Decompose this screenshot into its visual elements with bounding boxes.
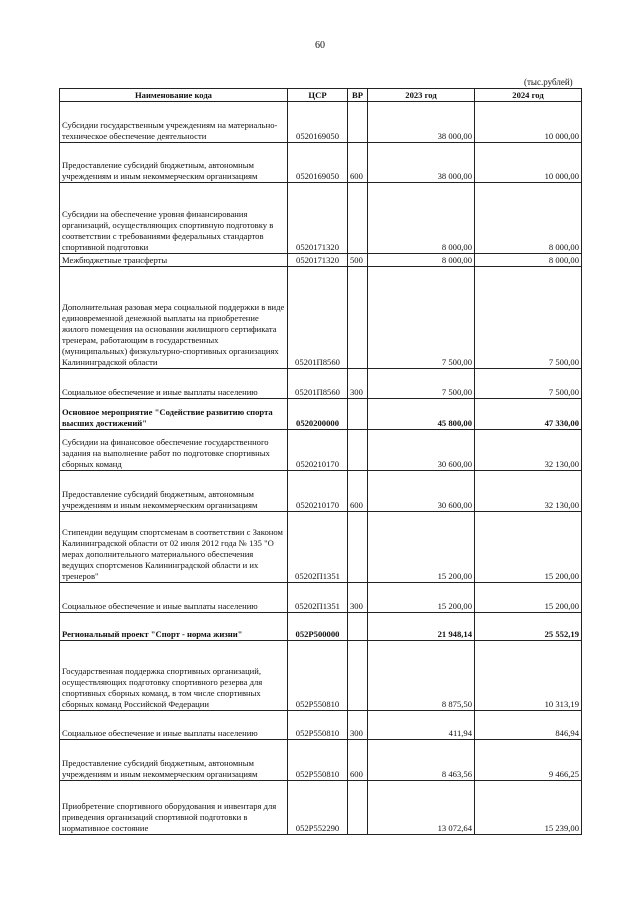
cell-vr: 300 <box>348 369 368 399</box>
cell-vr: 600 <box>348 471 368 512</box>
table-body <box>60 102 582 835</box>
cell-2024: 846,94 <box>475 711 582 740</box>
table-row <box>60 143 582 183</box>
table-row <box>60 781 582 835</box>
table-row <box>60 183 582 254</box>
cell-csr: 052Р550810 <box>288 740 348 781</box>
cell-name: Предоставление субсидий бюджетным, автономным учреждениям и иным некоммерческим организациям <box>60 143 288 183</box>
cell-2024: 8 000,00 <box>475 254 582 267</box>
table-row <box>60 254 582 267</box>
cell-csr: 052Р550810 <box>288 641 348 711</box>
cell-csr: 0520171320 <box>288 183 348 254</box>
table-header-row <box>60 89 582 102</box>
table-row <box>60 369 582 399</box>
cell-2024: 32 130,00 <box>475 471 582 512</box>
header-name: Наименование кода <box>60 89 288 102</box>
cell-2024: 10 000,00 <box>475 102 582 143</box>
cell-name: Основное мероприятие "Содействие развитию спорта высших достижений" <box>60 399 288 430</box>
cell-name: Социальное обеспечение и иные выплаты населению <box>60 711 288 740</box>
cell-2024: 15 200,00 <box>475 583 582 613</box>
cell-name: Предоставление субсидий бюджетным, автономным учреждениям и иным некоммерческим организациям <box>60 471 288 512</box>
cell-2023: 8 463,56 <box>368 740 475 781</box>
cell-csr: 052Р500000 <box>288 613 348 641</box>
cell-2024: 7 500,00 <box>475 267 582 369</box>
cell-2023: 8 000,00 <box>368 254 475 267</box>
cell-2023: 8 000,00 <box>368 183 475 254</box>
header-csr: ЦСР <box>288 89 348 102</box>
header-2024: 2024 год <box>475 89 582 102</box>
cell-2023: 15 200,00 <box>368 512 475 583</box>
table-row <box>60 430 582 471</box>
cell-2024: 9 466,25 <box>475 740 582 781</box>
cell-2023: 30 600,00 <box>368 471 475 512</box>
cell-2023: 411,94 <box>368 711 475 740</box>
cell-2023: 7 500,00 <box>368 369 475 399</box>
cell-csr: 0520169050 <box>288 102 348 143</box>
cell-vr: 500 <box>348 254 368 267</box>
cell-name: Субсидии государственным учреждениям на материально-техническое обеспечение деятельности <box>60 102 288 143</box>
cell-name: Субсидии на финансовое обеспечение государственного задания на выполнение работ по подготовке спортивных сборных команд <box>60 430 288 471</box>
table-row <box>60 399 582 430</box>
table-row <box>60 711 582 740</box>
cell-vr <box>348 267 368 369</box>
cell-vr <box>348 183 368 254</box>
cell-vr: 300 <box>348 711 368 740</box>
cell-name: Дополнительная разовая мера социальной поддержки в виде единовременной денежной выплаты на приобретение жилого помещения на основании жилищного сертификата тренерам, работающим в государственных (муниципальных) физкультурно-спортивных организациях Калининградской области <box>60 267 288 369</box>
table-row <box>60 102 582 143</box>
cell-name: Региональный проект "Спорт - норма жизни" <box>60 613 288 641</box>
cell-2023: 15 200,00 <box>368 583 475 613</box>
cell-csr: 0520169050 <box>288 143 348 183</box>
budget-table <box>59 88 582 835</box>
cell-name: Стипендии ведущим спортсменам в соответствии с Законом Калининградской области от 02 июля 2012 года № 135 "О мерах дополнительного материального обеспечения ведущих спортсменов Калининградской области и их тренеров" <box>60 512 288 583</box>
cell-csr: 0520200000 <box>288 399 348 430</box>
cell-2024: 10 000,00 <box>475 143 582 183</box>
cell-2024: 10 313,19 <box>475 641 582 711</box>
cell-vr: 300 <box>348 583 368 613</box>
cell-vr <box>348 399 368 430</box>
cell-csr: 0520210170 <box>288 430 348 471</box>
units-label: (тыс.рублей) <box>524 77 573 87</box>
cell-name: Межбюджетные трансферты <box>60 254 288 267</box>
cell-vr <box>348 641 368 711</box>
cell-csr: 0520171320 <box>288 254 348 267</box>
cell-vr <box>348 613 368 641</box>
cell-2023: 38 000,00 <box>368 102 475 143</box>
cell-2023: 13 072,64 <box>368 781 475 835</box>
cell-2023: 21 948,14 <box>368 613 475 641</box>
cell-name: Социальное обеспечение и иные выплаты населению <box>60 583 288 613</box>
cell-2023: 8 875,50 <box>368 641 475 711</box>
cell-2024: 7 500,00 <box>475 369 582 399</box>
cell-vr <box>348 781 368 835</box>
table-row <box>60 267 582 369</box>
header-2023: 2023 год <box>368 89 475 102</box>
cell-vr: 600 <box>348 143 368 183</box>
table-row <box>60 583 582 613</box>
cell-name: Социальное обеспечение и иные выплаты населению <box>60 369 288 399</box>
header-vr: ВР <box>348 89 368 102</box>
cell-2024: 15 239,00 <box>475 781 582 835</box>
cell-2024: 47 330,00 <box>475 399 582 430</box>
cell-csr: 052Р552290 <box>288 781 348 835</box>
cell-vr <box>348 512 368 583</box>
table-row <box>60 512 582 583</box>
cell-name: Предоставление субсидий бюджетным, автономным учреждениям и иным некоммерческим организациям <box>60 740 288 781</box>
cell-csr: 052Р550810 <box>288 711 348 740</box>
cell-name: Приобретение спортивного оборудования и инвентаря для приведения организаций спортивной подготовки в нормативное состояние <box>60 781 288 835</box>
cell-2023: 30 600,00 <box>368 430 475 471</box>
cell-name: Субсидии на обеспечение уровня финансирования организаций, осуществляющих спортивную подготовку в соответствии с требованиями федеральных стандартов спортивной подготовки <box>60 183 288 254</box>
cell-csr: 0520210170 <box>288 471 348 512</box>
cell-2023: 45 800,00 <box>368 399 475 430</box>
cell-csr: 05202П1351 <box>288 583 348 613</box>
cell-csr: 05202П1351 <box>288 512 348 583</box>
cell-vr <box>348 430 368 471</box>
cell-csr: 05201П8560 <box>288 267 348 369</box>
table-row <box>60 613 582 641</box>
cell-vr <box>348 102 368 143</box>
cell-2023: 7 500,00 <box>368 267 475 369</box>
cell-vr: 600 <box>348 740 368 781</box>
table-row <box>60 471 582 512</box>
cell-name: Государственная поддержка спортивных организаций, осуществляющих подготовку спортивного резерва для спортивных сборных команд, в том числе спортивных сборных команд Российской Федерации <box>60 641 288 711</box>
cell-2024: 25 552,19 <box>475 613 582 641</box>
page-number: 60 <box>315 40 325 51</box>
table-row <box>60 641 582 711</box>
cell-csr: 05201П8560 <box>288 369 348 399</box>
cell-2023: 38 000,00 <box>368 143 475 183</box>
cell-2024: 15 200,00 <box>475 512 582 583</box>
cell-2024: 32 130,00 <box>475 430 582 471</box>
cell-2024: 8 000,00 <box>475 183 582 254</box>
table-row <box>60 740 582 781</box>
